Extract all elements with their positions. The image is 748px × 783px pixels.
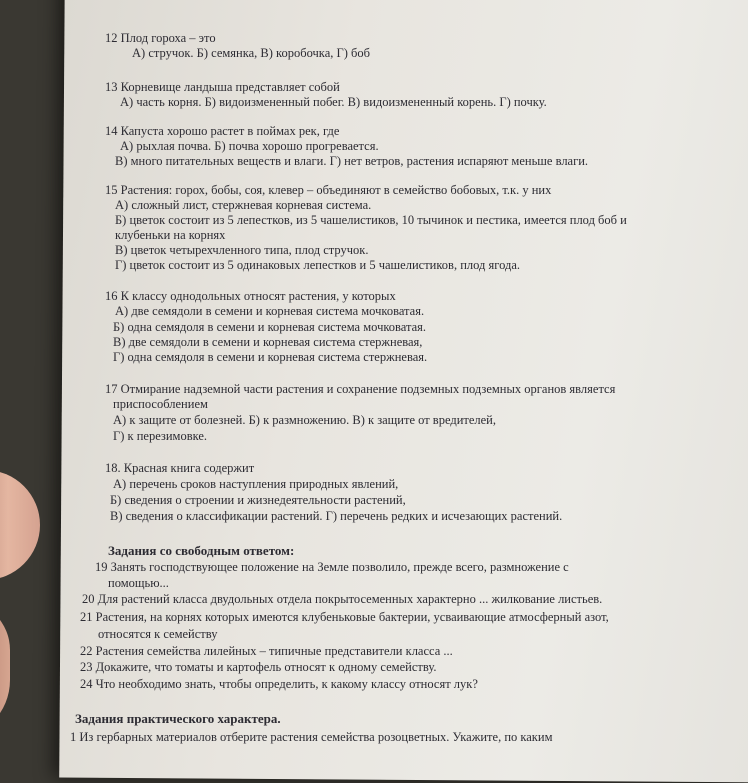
text-line: В) две семядоли в семени и корневая система стержневая, <box>113 335 423 349</box>
text-line: 22 Растения семейства лилейных – типичные представители класса ... <box>80 644 453 658</box>
text-line: А) сложный лист, стержневая корневая система. <box>115 198 372 212</box>
text-line: В) сведения о классификации растений. Г) перечень редких и исчезающих растений. <box>110 509 563 523</box>
text-line: Б) одна семядоля в семени и корневая система мочковатая. <box>113 320 427 334</box>
text-line: 15 Растения: горох, бобы, соя, клевер – объединяют в семейство бобовых, т.к. у них <box>105 183 552 197</box>
text-line: Б) сведения о строении и жизнедеятельности растений, <box>110 493 406 507</box>
text-line: А) стручок. Б) семянка, В) коробочка, Г) боб <box>132 46 370 60</box>
text-line: 14 Капуста хорошо растет в поймах рек, где <box>105 124 340 138</box>
text-line: А) к защите от болезней. Б) к размножению. В) к защите от вредителей, <box>113 413 496 427</box>
text-line: 12 Плод гороха – это <box>105 31 216 45</box>
text-line: 21 Растения, на корнях которых имеются клубеньковые бактерии, усваивающие атмосферный азот, <box>80 610 609 624</box>
text-line: 16 К классу однодольных относят растения, у которых <box>105 289 396 303</box>
text-line: 13 Корневище ландыша представляет собой <box>105 80 340 94</box>
text-line: 24 Что необходимо знать, чтобы определить, к какому классу относят лук? <box>80 677 478 691</box>
section-heading: Задания практического характера. <box>75 711 281 726</box>
text-line: относятся к семейству <box>98 627 218 641</box>
text-line: В) цветок четырехчленного типа, плод стручок. <box>115 243 369 257</box>
text-line: приспособлением <box>113 397 208 411</box>
text-line: Г) цветок состоит из 5 одинаковых лепестков и 5 чашелистиков, плод ягода. <box>115 258 520 272</box>
text-line: Г) к перезимовке. <box>113 429 208 443</box>
text-line: 17 Отмирание надземной части растения и сохранение подземных подземных органов является <box>105 382 616 396</box>
text-line: клубеньки на корнях <box>115 228 226 242</box>
text-line: помощью... <box>108 576 169 590</box>
text-line: 1 Из гербарных материалов отберите растения семейства розоцветных. Укажите, по каким <box>70 730 553 744</box>
finger <box>0 470 40 580</box>
text-line: 20 Для растений класса двудольных отдела покрытосеменных характерно ... жилкование листьев. <box>82 592 603 606</box>
text-line: А) рыхлая почва. Б) почва хорошо прогревается. <box>120 139 379 153</box>
text-line: 18. Красная книга содержит <box>105 461 255 475</box>
text-line: Б) цветок состоит из 5 лепестков, из 5 чашелистиков, 10 тычинок и пестика, имеется плод боб и <box>115 213 627 227</box>
text-line: 19 Занять господствующее положение на Земле позволило, прежде всего, размножение с <box>95 560 569 574</box>
text-line: А) две семядоли в семени и корневая система мочковатая. <box>115 304 425 318</box>
text-line: А) перечень сроков наступления природных явлений, <box>113 477 399 491</box>
text-line: 23 Докажите, что томаты и картофель относят к одному семейству. <box>80 660 437 674</box>
section-heading: Задания со свободным ответом: <box>108 543 295 558</box>
text-line: В) много питательных веществ и влаги. Г) нет ветров, растения испаряют меньше влаги. <box>115 154 589 168</box>
text-line: А) часть корня. Б) видоизмененный побег. В) видоизмененный корень. Г) почку. <box>120 95 547 109</box>
text-line: Г) одна семядоля в семени и корневая система стержневая. <box>113 350 428 364</box>
document-text <box>70 0 740 750</box>
finger-lower <box>0 600 10 740</box>
